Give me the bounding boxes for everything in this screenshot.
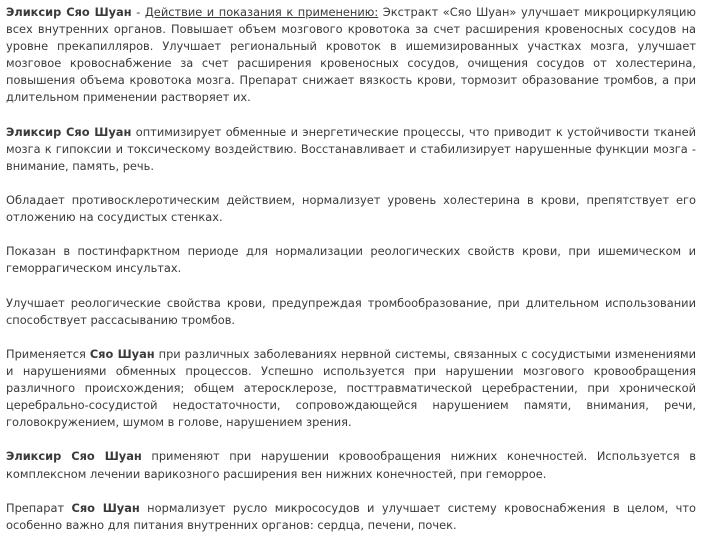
paragraph-text: Показан в постинфарктном периоде для нормализации реологических свойств крови, при ишемическом и геморрагическом инсультах. bbox=[6, 244, 696, 276]
paragraph-rheology bbox=[6, 295, 696, 329]
paragraph-text: нормализует русло микрососудов и улучшает систему кровоснабжения в целом, что особенно важно для питания внутренних органов: сердца, печени, почек. bbox=[6, 500, 696, 532]
paragraph-text: оптимизирует обменные и энергетические процессы, что приводит к устойчивости тканей мозга к гипоксии и токсическому воздействию. Восстанавливает и стабилизирует нарушенные функции мозга - внимание, память, речь. bbox=[6, 124, 696, 173]
product-name-bold: Эликсир Сяо Шуан bbox=[6, 449, 142, 464]
paragraph-text: Улучшает реологические свойства крови, предупреждая тромбообразование, при длительном использовании способствует рассасыванию тромбов. bbox=[6, 295, 696, 327]
paragraph-microvessels bbox=[6, 500, 696, 534]
paragraph-nervous-system bbox=[6, 346, 696, 431]
paragraph-text: применяют при нарушении кровообращения нижних конечностей. Используется в комплексном лечении варикозного расширения вен нижних конечностей, при геморрое. bbox=[6, 449, 696, 481]
paragraph-antisclerotic bbox=[6, 192, 696, 226]
product-name-bold: Сяо Шуан bbox=[89, 346, 155, 361]
paragraph-text: Применяется bbox=[6, 346, 90, 361]
dash-separator: - bbox=[131, 5, 145, 19]
product-name-bold: Эликсир Сяо Шуан bbox=[6, 124, 132, 139]
paragraph-text: Обладает противосклеротическим действием, нормализует уровень холестерина в крови, препятствует его отложению на сосудистых стенках. bbox=[6, 193, 696, 225]
paragraph-postinfarction bbox=[6, 243, 696, 277]
paragraph-action-and-indications bbox=[6, 4, 696, 107]
product-name-bold: Сяо Шуан bbox=[71, 500, 140, 515]
paragraph-text: при различных заболеваниях нервной системы, связанных с сосудистыми изменениями и нарушениями обменных процессов. Успешно используется при нарушении мозгового кровообращения различного происхождения; общем атеросклерозе, посттравматической церебрастении, при хронической церебрально-сосудистой недостаточности, сопровождающейся нарушением памяти, внимания, речи, головокружением, шумом в голове, нарушением зрения. bbox=[6, 346, 696, 430]
paragraph-lower-limbs bbox=[6, 448, 696, 482]
paragraph-text: Препарат bbox=[6, 500, 72, 515]
product-name-bold: Эликсир Сяо Шуан bbox=[6, 5, 132, 19]
section-heading-underlined: Действие и показания к применению: bbox=[144, 5, 379, 19]
article-body bbox=[6, 4, 696, 534]
paragraph-metabolism bbox=[6, 124, 696, 175]
paragraph-text: Экстракт «Сяо Шуан» улучшает микроциркуляцию всех внутренних органов. Повышает объем мозгового кровотока за счет расширения кровеносных сосудов на уровне прекапилляров. Улучшает региональный кровоток в ишемизированных участках мозга, улучшает мозговое кровоснабжение за счет расширения кровеносных сосудов, очищения сосудов от холестерина, повышения объема кровотока мозга. Препарат снижает вязкость крови, тормозит образование тромбов, а при длительном применении растворяет их. bbox=[6, 5, 696, 105]
